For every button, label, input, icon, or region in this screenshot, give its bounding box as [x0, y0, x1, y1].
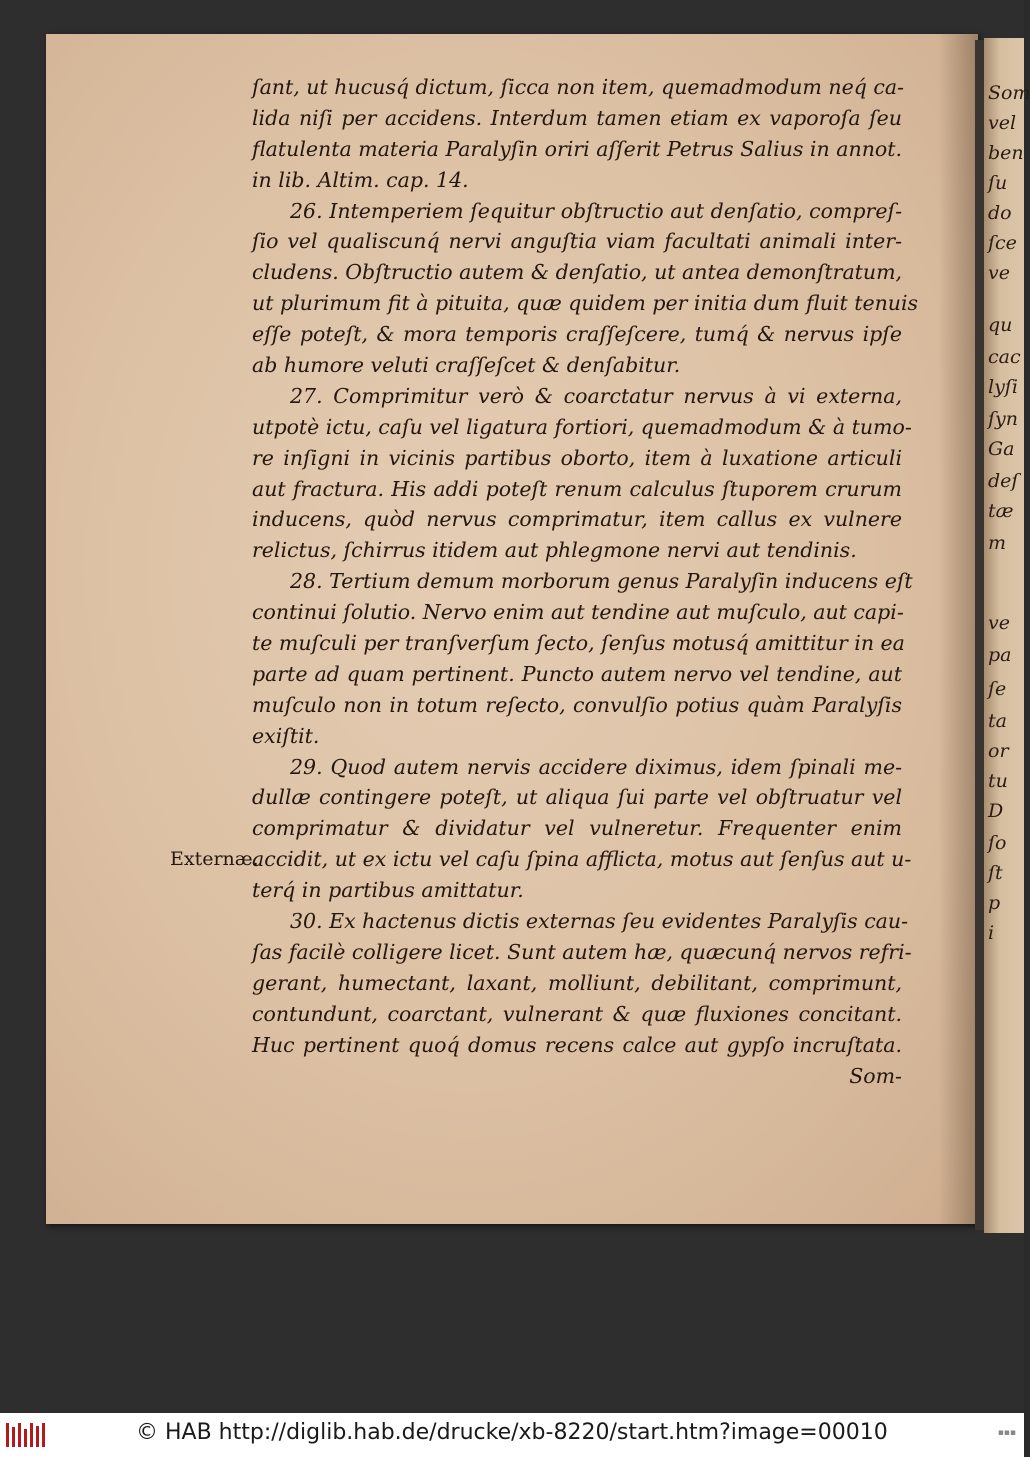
facing-page-fragment: do — [988, 202, 1012, 224]
text-line: aut fractura. His addi poteſt renum calculus ſtuporem crurum — [252, 476, 902, 501]
text-line: cludens. Obſtructio autem & denſatio, ut antea demonſtratum, — [252, 260, 903, 285]
facing-page-fragment: ſt — [988, 862, 1003, 884]
text-line: Huc pertinent quoq́ domus recens calce aut gypſo incruſtata. — [252, 1032, 902, 1057]
text-line: terq́ in partibus amittatur. — [252, 878, 524, 903]
book-page — [46, 34, 978, 1224]
facing-page-edge — [984, 38, 1030, 1233]
text-line: 26. Intemperiem ſequitur obſtructio aut denſatio, compreſ- — [290, 198, 902, 223]
text-line: lida niſi per accidens. Interdum tamen etiam ex vaporoſa ſeu — [252, 105, 902, 130]
text-line: flatulenta materia Paralyſin oriri aſſerit Petrus Salius in annot. — [252, 136, 902, 161]
footer-citation: © HAB http://diglib.hab.de/drucke/xb-8220/start.htm?image=00010 — [136, 1420, 888, 1445]
text-line: muſculo non in totum reſecto, convulſio potius quàm Paralyſis — [252, 692, 902, 717]
facing-page-fragment: lyſi — [988, 376, 1018, 398]
text-line: gerant, humectant, laxant, molliunt, debilitant, comprimunt, — [252, 970, 902, 995]
facing-page-fragment: m — [988, 532, 1007, 554]
facing-page-fragment: ſyn — [988, 408, 1019, 430]
text-line: re inſigni in vicinis partibus oborto, item à luxatione articuli — [252, 445, 902, 470]
hab-logo-icon — [4, 1421, 48, 1449]
facing-page-fragment: ta — [988, 710, 1007, 732]
text-line: ſas facilè colligere licet. Sunt autem hæ, quæcunq́ nervos refri- — [252, 939, 912, 964]
facing-page-fragment: Ga — [988, 438, 1015, 460]
text-line: parte ad quam pertinent. Puncto autem nervo vel tendine, aut — [252, 661, 902, 686]
facing-page-fragment: ſe — [988, 678, 1007, 700]
facing-page-fragment: ſo — [988, 832, 1007, 854]
text-line: dullæ contingere poteſt, ut aliqua ſui parte vel obſtruatur vel — [252, 785, 902, 810]
text-line: ut plurimum fit à pituita, quæ quidem per initia dum fluit tenuis — [252, 291, 919, 316]
facing-page-fragment: cac — [988, 346, 1021, 368]
text-line: 27. Comprimitur verò & coarctatur nervus à vi externa, — [290, 383, 902, 408]
facing-page-fragment: tæ — [988, 500, 1014, 522]
margin-note: Externæ. — [170, 848, 259, 870]
text-line: relictus, ſchirrus itidem aut phlegmone nervi aut tendinis. — [252, 538, 857, 563]
text-line: te muſculi per tranſverſum ſecto, ſenſus motusq́ amittitur in ea — [252, 631, 905, 656]
text-line: accidit, ut ex ictu vel caſu ſpina afflicta, motus aut ſenſus aut u- — [252, 847, 912, 872]
text-line: contundunt, coarctant, vulnerant & quæ fluxiones concitant. — [252, 1001, 902, 1026]
facing-page-fragment: ben — [988, 142, 1024, 164]
facing-page-fragment: i — [988, 922, 995, 944]
facing-page-fragment: Som — [988, 82, 1030, 104]
text-line: 30. Ex hactenus dictis externas ſeu evidentes Paralyſis cau- — [290, 909, 909, 934]
text-line: exiſtit. — [252, 723, 320, 748]
footer-mini-mark: ▪▪▪ — [997, 1428, 1016, 1438]
facing-page-fragment: ſu — [988, 172, 1008, 194]
text-line: inducens, quòd nervus comprimatur, item callus ex vulnere — [252, 507, 902, 532]
text-line: ſio vel qualiscunq́ nervi anguſtia viam facultati animali inter- — [252, 229, 902, 254]
facing-page-fragment: tu — [988, 770, 1008, 792]
facing-page-fragment: deſ — [988, 470, 1019, 492]
text-line: 29. Quod autem nervis accidere diximus, idem ſpinali me- — [290, 754, 902, 779]
facing-page-fragment: qu — [988, 314, 1013, 336]
text-line: ſant, ut hucusq́ dictum, ſicca non item, quemadmodum neq́ ca- — [252, 75, 904, 99]
text-line: eſſe poteſt, & mora temporis craſſeſcere, tumq́ & nervus ipſe — [252, 322, 902, 347]
facing-page-fragment: D — [988, 800, 1004, 822]
text-line: in lib. Altim. cap. 14. — [252, 167, 469, 192]
facing-page-fragment: ſce — [988, 232, 1017, 254]
text-line: comprimatur & dividatur vel vulneretur. Frequenter enim — [252, 816, 902, 841]
page-text — [252, 72, 919, 1091]
facing-page-fragment: p — [988, 892, 1001, 914]
footer-bar — [0, 1413, 1024, 1457]
text-line: 28. Tertium demum morborum genus Paralyſin inducens eſt — [290, 569, 913, 594]
facing-page-fragment: ve — [988, 612, 1010, 634]
facing-page-fragment: pa — [988, 644, 1012, 666]
facing-page-fragment: vel — [988, 112, 1017, 134]
facing-page-fragment: ve — [988, 262, 1010, 284]
facing-page-fragment: or — [988, 740, 1009, 762]
text-line: utpotè ictu, caſu vel ligatura fortiori, quemadmodum & à tumo- — [252, 414, 912, 439]
text-line: ab humore veluti craſſeſcet & denſabitur. — [252, 353, 681, 378]
text-line: continui ſolutio. Nervo enim aut tendine aut muſculo, aut capi- — [252, 600, 904, 625]
catchword: Som- — [849, 1063, 902, 1088]
